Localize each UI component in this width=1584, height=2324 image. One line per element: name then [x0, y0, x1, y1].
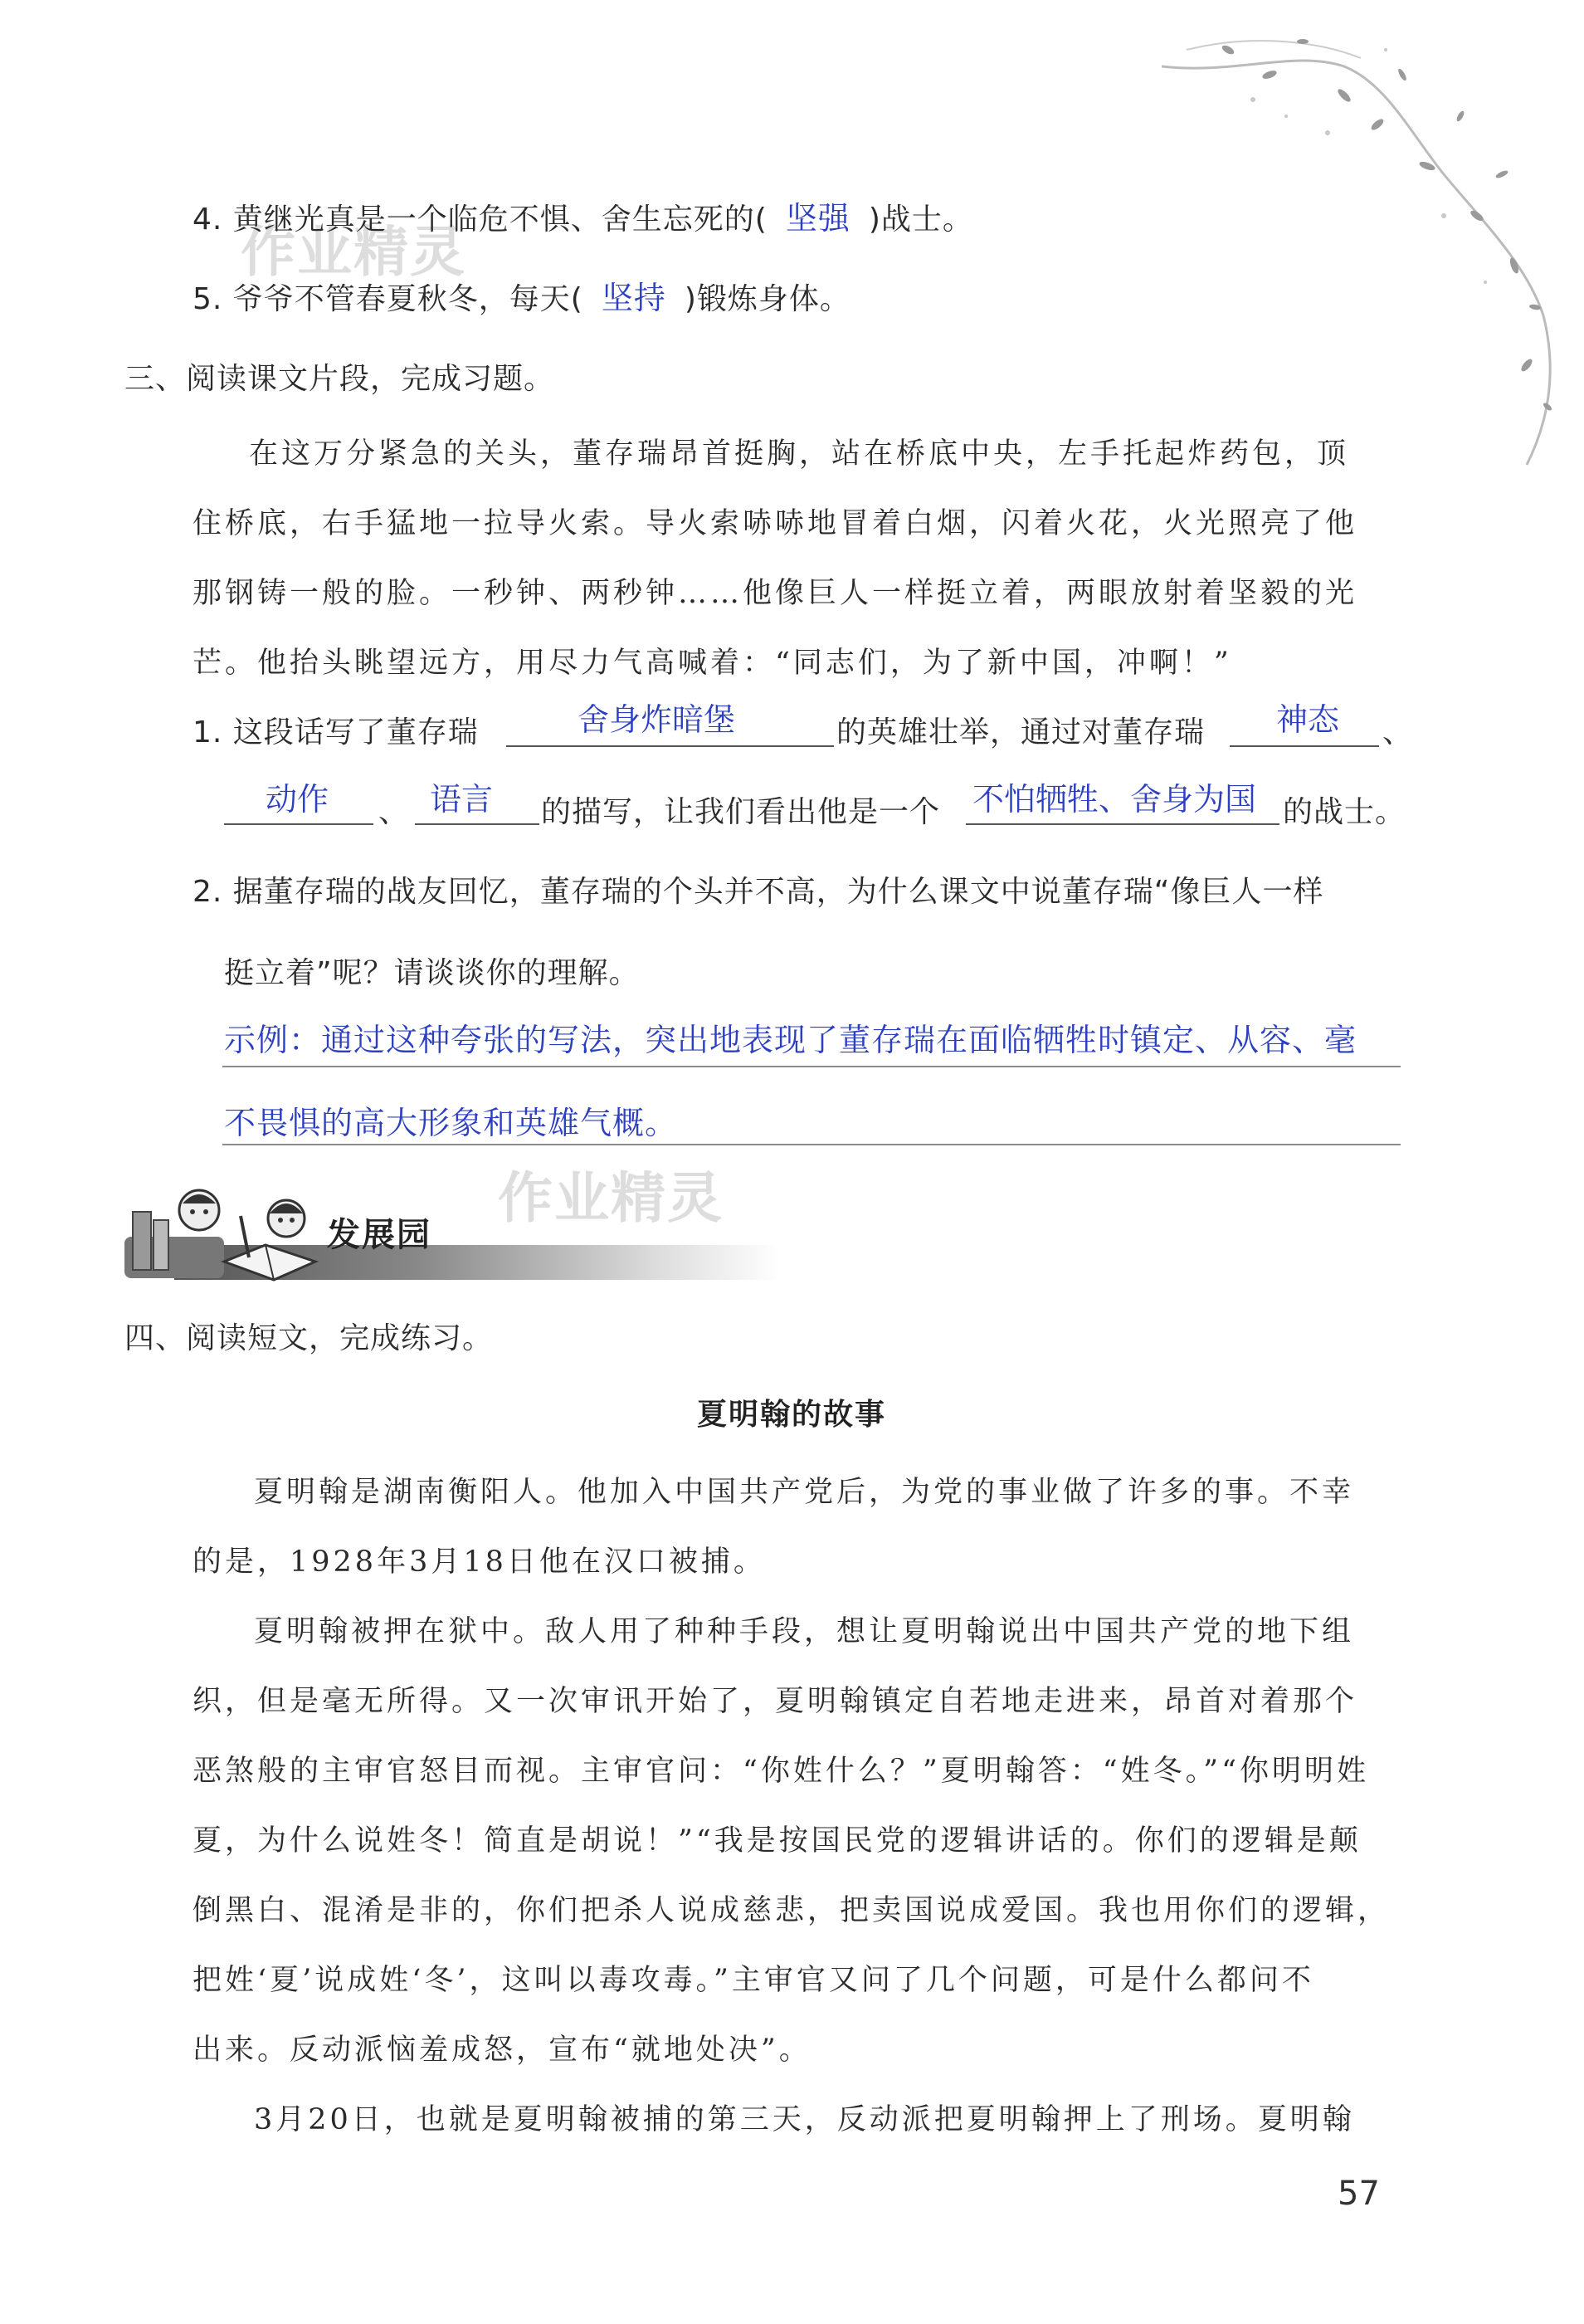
section-banner	[124, 1179, 780, 1285]
passage-line: 那钢铸一般的脸。一秒钟、两秒钟……他像巨人一样挺立着，两眼放射着坚毅的光	[193, 577, 1358, 610]
answer-blank-5: 不怕牺牲、舍身为国	[972, 781, 1257, 818]
story-line: 夏明翰被押在狱中。敌人用了种种手段，想让夏明翰说出中国共产党的地下组	[254, 1615, 1355, 1648]
passage-line: 芒。他抬头眺望远方，用尽力气高喊着：“同志们，为了新中国，冲啊！”	[193, 647, 1232, 680]
answer-text: 坚强	[785, 200, 850, 237]
question-2-line2: 挺立着”呢？请谈谈你的理解。	[224, 956, 640, 990]
story-line: 的是，1928年3月18日他在汉口被捕。	[193, 1545, 766, 1579]
section-heading: 四、阅读短文，完成练习。	[124, 1321, 494, 1355]
question-text: 、	[378, 795, 410, 829]
watermark: 作业精灵	[498, 1166, 724, 1230]
children-reading-illustration	[124, 1179, 340, 1285]
story-line: 倒黑白、混淆是非的，你们把杀人说成慈悲，把卖国说成爱国。我也用你们的逻辑，	[193, 1894, 1391, 1927]
story-line: 3月20日，也就是夏明翰被捕的第三天，反动派把夏明翰押上了刑场。夏明翰	[254, 2103, 1355, 2136]
answer-line-1: 示例：通过这种夸张的写法，突出地表现了董存瑞在面临牺牲时镇定、从容、毫	[224, 1022, 1357, 1058]
blank-underline	[224, 823, 373, 825]
passage	[249, 419, 1349, 489]
answer-underline	[222, 1144, 1401, 1145]
question-2-line1: 2. 据董存瑞的战友回忆，董存瑞的个头并不高，为什么课文中说董存瑞“像巨人一样	[193, 875, 1324, 909]
page-number: 57	[1338, 2175, 1380, 2213]
story-line: 夏明翰是湖南衡阳人。他加入中国共产党后，为党的事业做了许多的事。不幸	[254, 1476, 1355, 1509]
question-text: 1. 这段话写了董存瑞	[193, 715, 479, 749]
answer-blank-3: 动作	[266, 781, 329, 818]
question-1-line1	[193, 709, 479, 751]
question-text: )锻炼身体。	[684, 282, 850, 316]
answer-blank-1: 舍身炸暗堡	[578, 701, 736, 738]
story-line: 夏，为什么说姓冬！简直是胡说！”“我是按国民党的逻辑讲话的。你们的逻辑是颠	[193, 1824, 1362, 1858]
watermark: 作业精灵	[241, 220, 466, 284]
question-text: )战士。	[868, 203, 973, 237]
passage-line: 在这万分紧急的关头，董存瑞昂首挺胸，站在桥底中央，左手托起炸药包，顶	[249, 437, 1350, 471]
answer-blank-2: 神态	[1276, 701, 1340, 738]
question-text: 5. 爷爷不管春夏秋冬，每天(	[193, 282, 583, 316]
passage-line: 住桥底，右手猛地一拉导火索。导火索哧哧地冒着白烟，闪着火花，火光照亮了他	[193, 507, 1358, 540]
blank-underline	[966, 823, 1279, 825]
question-text: 的战士。	[1283, 795, 1406, 829]
story-title: 夏明翰的故事	[697, 1398, 887, 1432]
question-text: 的英雄壮举，通过对董存瑞	[836, 715, 1206, 749]
story-line: 出来。反动派恼羞成怒，宣布“就地处决”。	[193, 2034, 811, 2067]
answer-blank-4: 语言	[430, 781, 494, 818]
story-body	[193, 1457, 1390, 2155]
blank-underline	[1230, 745, 1379, 747]
answer-text: 坚持	[601, 280, 666, 316]
passage	[193, 489, 1357, 698]
story-line: 织，但是毫无所得。又一次审讯开始了，夏明翰镇定自若地走进来，昂首对着那个	[193, 1685, 1358, 1718]
question-text: 的描写，让我们看出他是一个	[541, 795, 941, 829]
question-item-5	[193, 272, 850, 318]
banner-title: 发展园	[327, 1216, 431, 1254]
question-text: 4. 黄继光真是一个临危不惧、舍生忘死的(	[193, 203, 768, 237]
question-text: 、	[1382, 715, 1414, 749]
story-line: 把姓‘夏’说成姓‘冬’，这叫以毒攻毒。”主审官又问了几个问题，可是什么都问不	[193, 1964, 1314, 1997]
leaf-decoration	[1137, 17, 1568, 481]
blank-underline	[415, 823, 539, 825]
answer-line-2: 不畏惧的高大形象和英雄气概。	[224, 1105, 678, 1141]
story-line: 恶煞般的主审官怒目而视。主审官问：“你姓什么？”夏明翰答：“姓冬。”“你明明姓	[193, 1755, 1369, 1788]
section-heading: 三、阅读课文片段，完成习题。	[124, 362, 555, 396]
blank-underline	[506, 745, 834, 747]
answer-underline	[222, 1066, 1401, 1067]
question-item-4	[193, 193, 973, 238]
